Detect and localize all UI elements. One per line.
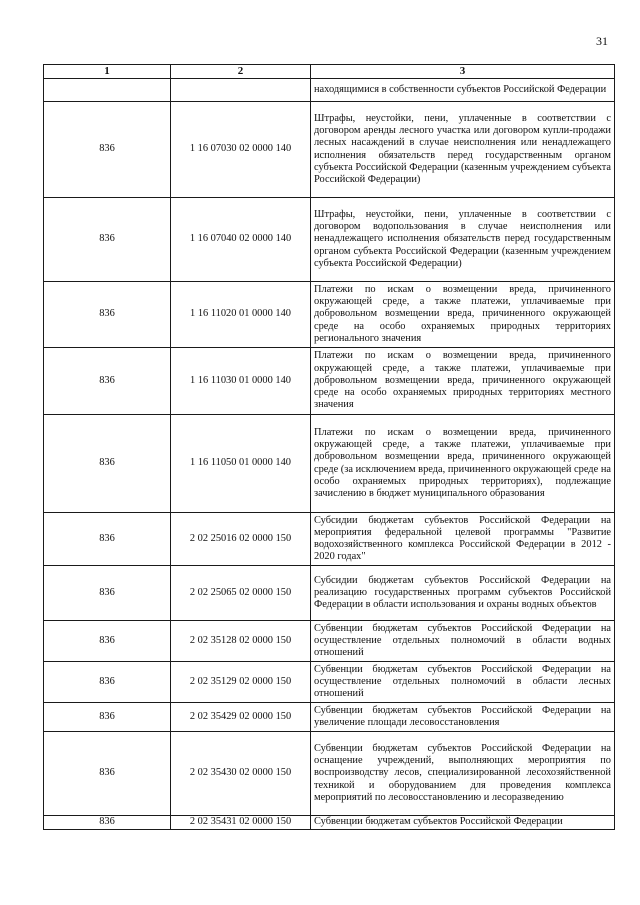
- table-row: [44, 703, 615, 732]
- admin-code-cell: 836: [44, 816, 171, 830]
- budget-code-cell: 2 02 25016 02 0000 150: [171, 513, 311, 566]
- description-cell: Субвенции бюджетам субъектов Российской Федерации на увеличение площади лесовосстановления: [311, 703, 615, 732]
- budget-code-cell: 2 02 35431 02 0000 150: [171, 816, 311, 830]
- admin-code-cell: 836: [44, 282, 171, 348]
- table-row: [44, 415, 615, 513]
- table-row: [44, 732, 615, 816]
- admin-code-cell: 836: [44, 621, 171, 662]
- description-cell: Субсидии бюджетам субъектов Российской Федерации на мероприятия федеральной целевой программы "Развитие водохозяйственного комплекса Российской Федерации в 2012 - 2020 годах": [311, 513, 615, 566]
- admin-code-cell: 836: [44, 662, 171, 703]
- page-number: 31: [596, 34, 608, 48]
- table-row: [44, 662, 615, 703]
- budget-code-cell: 1 16 11020 01 0000 140: [171, 282, 311, 348]
- budget-code-cell: 2 02 35129 02 0000 150: [171, 662, 311, 703]
- admin-code-cell: 836: [44, 102, 171, 198]
- description-cell: Платежи по искам о возмещении вреда, причиненного окружающей среде, а также платежи, уплачиваемые при добровольном возмещении вреда, причиненного окружающей среде (за исключением вреда, причиненного окружающей среде на особо охраняемых природных территориях), подлежащие зачислению в бюджет муниципального образования: [311, 415, 615, 513]
- table-row: [44, 816, 615, 830]
- description-cell: Штрафы, неустойки, пени, уплаченные в соответствии с договором водопользования в случае неисполнения или ненадлежащего исполнения обязательств перед государственным органом субъекта Российской Федерации (казенным учреждением субъекта Российской Федерации): [311, 198, 615, 282]
- admin-code-cell: [44, 79, 171, 102]
- table-header-row: [44, 65, 615, 79]
- admin-code-cell: 836: [44, 198, 171, 282]
- table-row: [44, 566, 615, 621]
- budget-code-cell: 1 16 07030 02 0000 140: [171, 102, 311, 198]
- admin-code-cell: 836: [44, 732, 171, 816]
- description-cell: Субвенции бюджетам субъектов Российской Федерации на осуществление отдельных полномочий в области лесных отношений: [311, 662, 615, 703]
- description-cell: находящимися в собственности субъектов Российской Федерации: [311, 79, 615, 102]
- description-cell: Субвенции бюджетам субъектов Российской Федерации: [311, 816, 615, 830]
- budget-code-cell: 1 16 11030 01 0000 140: [171, 348, 311, 415]
- column-header-3: 3: [311, 65, 615, 79]
- description-cell: Субвенции бюджетам субъектов Российской Федерации на оснащение учреждений, выполняющих мероприятия по воспроизводству лесов, специализированной лесохозяйственной техникой и оборудованием для проведения комплекса мероприятий по лесовосстановлению и лесоразведению: [311, 732, 615, 816]
- column-header-1: 1: [44, 65, 171, 79]
- budget-code-cell: 2 02 35429 02 0000 150: [171, 703, 311, 732]
- admin-code-cell: 836: [44, 348, 171, 415]
- admin-code-cell: 836: [44, 513, 171, 566]
- table-row: [44, 79, 615, 102]
- admin-code-cell: 836: [44, 703, 171, 732]
- description-cell: Субвенции бюджетам субъектов Российской Федерации на осуществление отдельных полномочий в области водных отношений: [311, 621, 615, 662]
- budget-code-cell: 2 02 25065 02 0000 150: [171, 566, 311, 621]
- table-row: [44, 621, 615, 662]
- budget-code-cell: 1 16 11050 01 0000 140: [171, 415, 311, 513]
- table-row: [44, 348, 615, 415]
- description-cell: Субсидии бюджетам субъектов Российской Федерации на реализацию государственных программ субъектов Российской Федерации в области использования и охраны водных объектов: [311, 566, 615, 621]
- admin-code-cell: 836: [44, 566, 171, 621]
- budget-code-cell: 2 02 35128 02 0000 150: [171, 621, 311, 662]
- description-cell: Штрафы, неустойки, пени, уплаченные в соответствии с договором аренды лесного участка или договором купли-продажи лесных насаждений в случае неисполнения или ненадлежащего исполнения обязательств перед государственным органом субъекта Российской Федерации (казенным учреждением субъекта Российской Федерации): [311, 102, 615, 198]
- table-row: [44, 513, 615, 566]
- column-header-2: 2: [171, 65, 311, 79]
- admin-code-cell: 836: [44, 415, 171, 513]
- table-row: [44, 198, 615, 282]
- budget-code-cell: 2 02 35430 02 0000 150: [171, 732, 311, 816]
- budget-codes-table: [43, 64, 615, 830]
- budget-code-cell: 1 16 07040 02 0000 140: [171, 198, 311, 282]
- description-cell: Платежи по искам о возмещении вреда, причиненного окружающей среде, а также платежи, уплачиваемые при добровольном возмещении вреда, причиненного окружающей среде на особо охраняемых природных территориях местного значения: [311, 348, 615, 415]
- table-row: [44, 102, 615, 198]
- budget-code-cell: [171, 79, 311, 102]
- table-row: [44, 282, 615, 348]
- description-cell: Платежи по искам о возмещении вреда, причиненного окружающей среде, а также платежи, уплачиваемые при добровольном возмещении вреда, причиненного окружающей среде на особо охраняемых природных территориях регионального значения: [311, 282, 615, 348]
